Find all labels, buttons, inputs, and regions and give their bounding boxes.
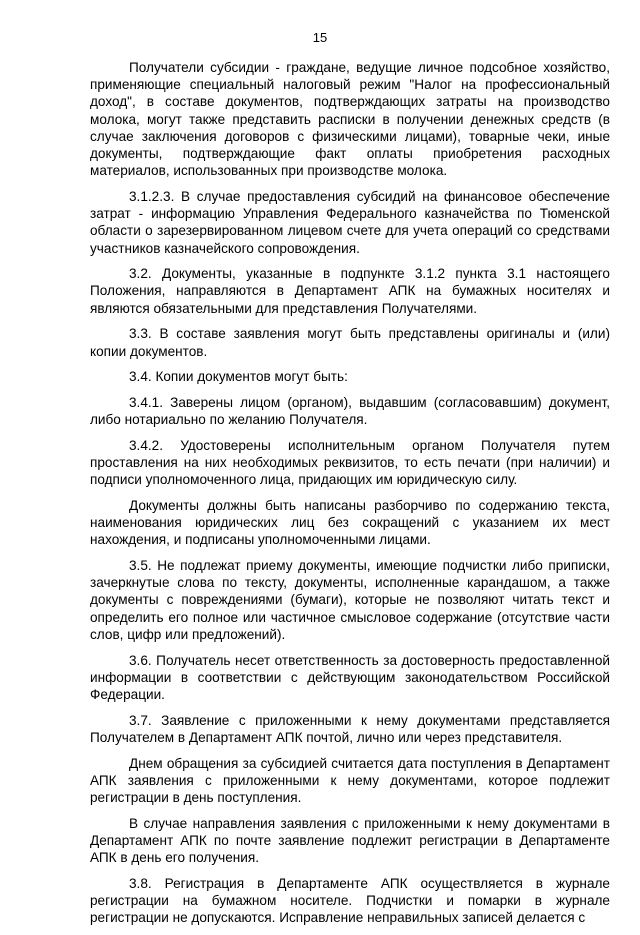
document-body [90,59,610,935]
paragraph-3-4: 3.4. Копии документов могут быть: [129,369,348,385]
paragraph-3-2: 3.2. Документы, указанные в подпункте 3.1.2 пункта 3.1 настоящего Положения, направляются в Департамент АПК на бумажных носителях и являются обязательными для представления Получателями. [90,266,610,316]
paragraph-3-5: 3.5. Не подлежат приему документы, имеющие подчистки либо приписки, зачеркнутые слова по тексту, документы, исполненные карандашом, а также документы с повреждениями (бумаги), которые не позволяют читать текст и определить его полное или частичное смысловое содержание (отсутствие части слов, цифр или предложений). [90,558,610,642]
page-number: 15 [312,30,328,45]
paragraph-3-3: 3.3. В составе заявления могут быть представлены оригиналы и (или) копии документов. [90,326,610,359]
paragraph-3-6: 3.6. Получатель несет ответственность за достоверность предоставленной информации в соответствии с действующим законодательством Российской Федерации. [90,652,610,702]
paragraph-3-1-2-3: 3.1.2.3. В случае предоставления субсидий на финансовое обеспечение затрат - информацию Управления Федерального казначейства по Тюменской области о зарезервированном лицевом счете для учета операций со средствами участников казначейского сопровождения. [90,188,610,256]
paragraph-postal-registration: В случае направления заявления с приложенными к нему документами в Департамент АПК по почте заявление подлежит регистрации в Департаменте АПК в день его получения. [90,815,610,866]
paragraph-3-8: 3.8. Регистрация в Департаменте АПК осуществляется в журнале регистрации на бумажном носителе. Подчистки и помарки в журнале регистрации не допускаются. Исправление неправильных записей делается с [90,875,610,926]
paragraph-3-4-1: 3.4.1. Заверены лицом (органом), выдавшим (согласовавшим) документ, либо нотариально по желанию Получателя. [90,394,610,428]
paragraph-3-7: 3.7. Заявление с приложенными к нему документами представляется Получателем в Департамент АПК почтой, лично или через представителя. [90,712,610,745]
paragraph-document-legibility: Документы должны быть написаны разборчиво по содержанию текста, наименования юридических лиц без сокращений с указанием их мест нахождения, и подписаны уполномоченными лицами. [90,497,610,548]
paragraph-application-date: Днем обращения за субсидией считается дата поступления в Департамент АПК заявления с приложенными к нему документами, которое подлежит регистрации в день поступления. [90,755,610,806]
paragraph-3-4-2: 3.4.2. Удостоверены исполнительным органом Получателя путем проставления на них необходимых реквизитов, то есть печати (при наличии) и подписи уполномоченного лица, придающих им юридическую силу. [90,437,610,488]
paragraph-milk-expense-documents: Получатели субсидии - граждане, ведущие личное подсобное хозяйство, применяющие специальный налоговый режим "Налог на профессиональный доход", в составе документов, подтверждающих затраты на производство молока, могут также представить расписки в получении денежных средств (в случае заключения договоров с физическими лицами), товарные чеки, иные документы, подтверждающие факт оплаты приобретения расходных материалов, использованных при производстве молока. [90,60,610,179]
